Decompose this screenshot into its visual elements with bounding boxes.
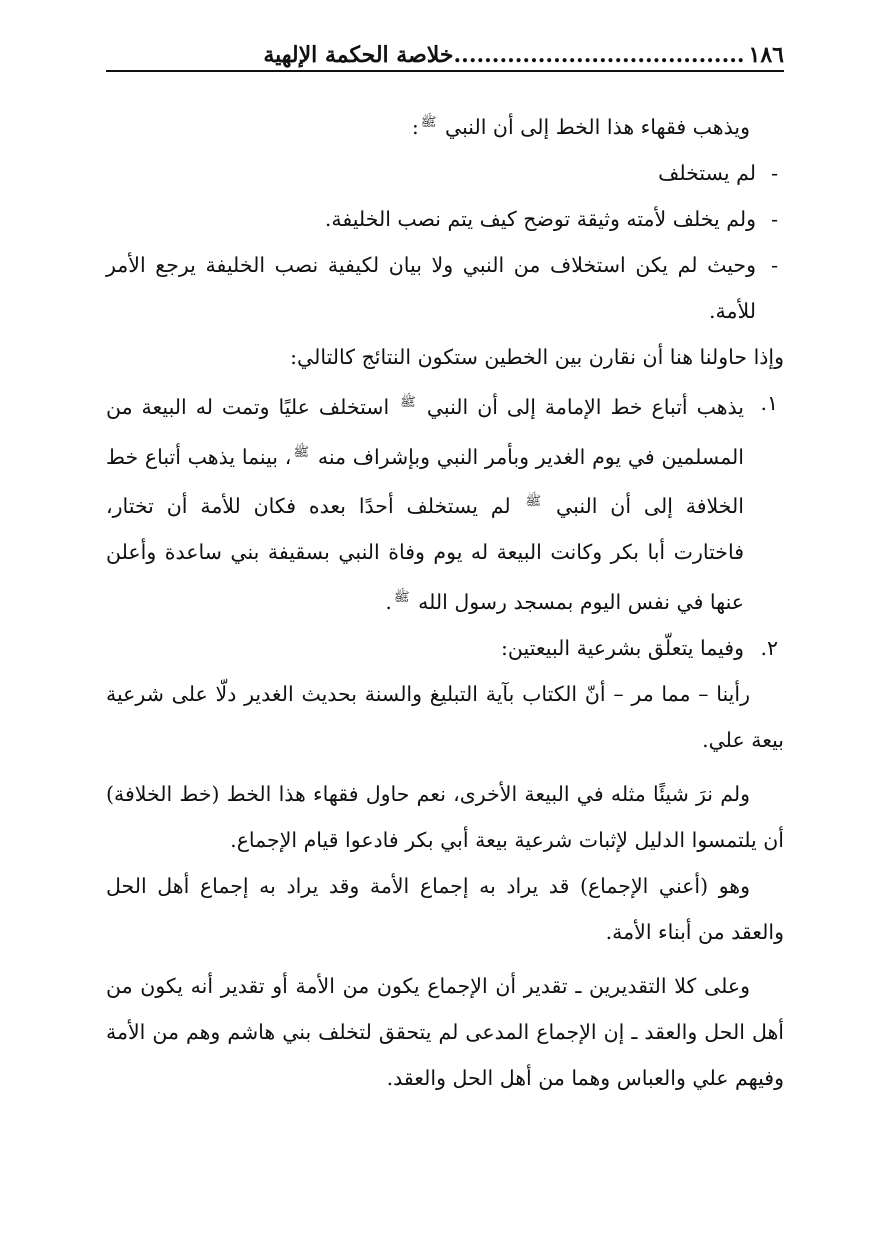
honorific-glyph: ﷺ — [393, 590, 410, 606]
book-title: ......................................خلاصة الحكمة الإلهية — [263, 42, 745, 68]
page-number: ١٨٦ — [748, 42, 784, 68]
item-text: وفيما يتعلّق بشرعية البيعتين: — [501, 636, 744, 661]
honorific-glyph: ﷺ — [400, 394, 416, 410]
numbered-item-1 — [106, 380, 784, 625]
list-item-text: لم يستخلف — [658, 160, 756, 185]
item-number: ١. — [760, 390, 778, 415]
list-item-text: وحيث لم يكن استخلاف من النبي ولا بيان لكيفية نصب الخليفة يرجع الأمر للأمة. — [106, 252, 756, 323]
intro-paragraph: ويذهب فقهاء هذا الخط إلى أن النبي $^ﷺ$: — [411, 114, 750, 139]
page-header — [106, 36, 784, 68]
list-item — [106, 242, 784, 334]
list-item-text: ولم يخلف لأمته وثيقة توضح كيف يتم نصب الخليفة. — [324, 206, 756, 231]
honorific-glyph: ﷺ — [525, 494, 542, 510]
dash-marker: - — [771, 252, 778, 277]
paragraph: ولم نرَ شيئًا مثله في البيعة الأخرى، نعم حاول فقهاء هذا الخط (خط الخلافة) أن يلتمسوا الدليل لإثبات شرعية بيعة أبي بكر فادعوا قيام الإجماع. — [106, 782, 784, 853]
dash-marker: - — [771, 206, 778, 231]
paragraph: وعلى كلا التقديرين ـ تقدير أن الإجماع يكون من الأمة أو تقدير أنه يكون من أهل الحل والعقد ـ إن الإجماع المدعى لم يتحقق لتخلف بني هاشم وهم من الأمة وفيهم علي والعباس وهما من أهل الحل والعقد. — [106, 974, 784, 1091]
list-item — [106, 196, 784, 242]
list-item — [106, 150, 784, 196]
numbered-item-2 — [106, 625, 784, 671]
dash-marker: - — [771, 160, 778, 185]
header-rule — [106, 70, 784, 72]
paragraph: وهو (أعني الإجماع) قد يراد به إجماع الأمة وقد يراد به إجماع أهل الحل والعقد من أبناء الأمة. — [106, 874, 784, 945]
item-text: يذهب أتباع خط الإمامة إلى أن النبي $^ﷺ$ استخلف عليًا وتمت له البيعة من المسلمين في يوم الغدير وبأمر النبي وبإشراف منه $^ﷺ$، بينما يذهب أتباع خط الخلافة إلى أن النبي $^ﷺ$ لم يستخلف أحدًا بعده فكان للأمة أن تختار، فاختارت أبا بكر وكانت البيعة له يوم وفاة النبي بسقيفة بني ساعدة وأعلن عنها في نفس اليوم بمسجد رسول الله $^ﷺ$. — [106, 394, 744, 615]
item-number: ٢. — [760, 636, 778, 661]
compare-intro: وإذا حاولنا هنا أن نقارن بين الخطين ستكون النتائج كالتالي: — [290, 344, 784, 369]
honorific-glyph: ﷺ — [420, 115, 437, 130]
paragraph: رأينا – مما مر – أنّ الكتاب بآية التبليغ والسنة بحديث الغدير دلّا على شرعية بيعة علي. — [106, 682, 784, 753]
honorific-glyph: ﷺ — [293, 444, 310, 460]
page-body — [106, 100, 784, 1101]
